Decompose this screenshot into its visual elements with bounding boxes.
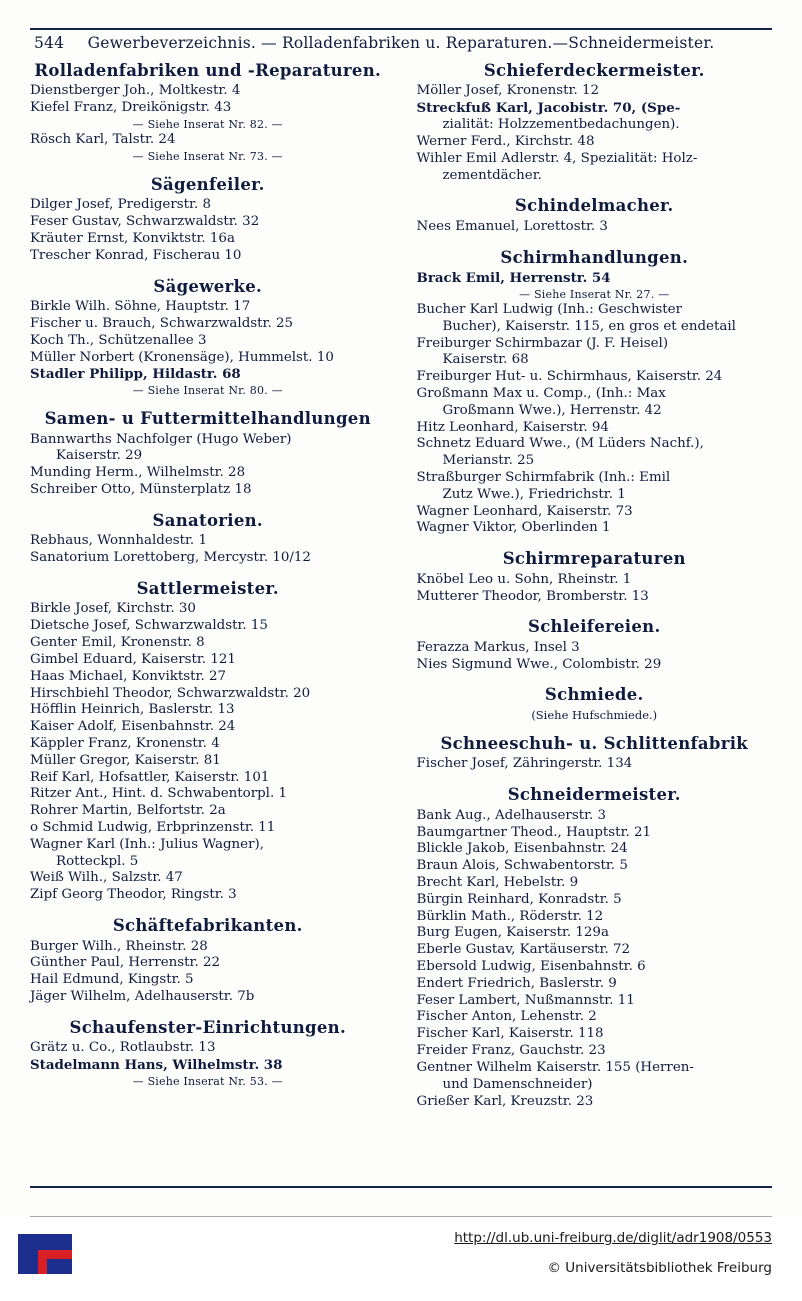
directory-entry: Burg Eugen, Kaiserstr. 129a xyxy=(416,925,609,941)
running-head xyxy=(30,34,772,52)
advert-reference: — Siehe Inserat Nr. 27. — xyxy=(519,287,670,301)
directory-entry: Wihler Emil Adlerstr. 4, Spezialität: Holz- xyxy=(416,150,698,166)
section-heading: Schirmhandlungen. xyxy=(500,247,689,267)
left-column xyxy=(30,62,392,1180)
entry-list xyxy=(417,572,773,606)
directory-entry: Rotteckpl. 5 xyxy=(56,853,139,869)
directory-entry: Zipf Georg Theodor, Ringstr. 3 xyxy=(30,887,237,903)
directory-entry: Haas Michael, Konviktstr. 27 xyxy=(30,668,227,684)
directory-entry: Wagner Viktor, Oberlinden 1 xyxy=(416,520,611,536)
section-heading: Samen- u Futtermittelhandlungen xyxy=(44,409,371,429)
directory-entry: Gentner Wilhelm Kaiserstr. 155 (Herren- xyxy=(416,1059,694,1075)
ub-freiburg-logo xyxy=(18,1234,72,1274)
entry-list xyxy=(30,601,386,904)
header-rule-top xyxy=(30,28,772,30)
directory-entry: Kaiser Adolf, Eisenbahnstr. 24 xyxy=(30,719,236,735)
logo-red-vertical xyxy=(38,1250,47,1274)
entry-list xyxy=(417,219,773,236)
directory-entry: Bürgin Reinhard, Konradstr. 5 xyxy=(416,891,622,907)
source-url[interactable]: http://dl.ub.uni-freiburg.de/diglit/adr1908/0553 xyxy=(454,1230,772,1246)
directory-entry: Bucher Karl Ludwig (Inh.: Geschwister xyxy=(416,301,682,317)
directory-entry: Birkle Wilh. Söhne, Hauptstr. 17 xyxy=(30,299,251,315)
directory-entry: Dilger Josef, Predigerstr. 8 xyxy=(30,197,211,213)
directory-entry: Bannwarths Nachfolger (Hugo Weber) xyxy=(30,431,292,447)
section-heading: Schneeschuh- u. Schlittenfabrik xyxy=(440,733,749,753)
copyright-notice: © Universitätsbibliothek Freiburg xyxy=(547,1260,772,1276)
directory-entry: Hail Edmund, Kingstr. 5 xyxy=(30,972,194,988)
directory-entry: Endert Friedrich, Baslerstr. 9 xyxy=(416,975,617,991)
entry-list xyxy=(417,640,773,674)
section-heading: Schindelmacher. xyxy=(514,196,674,216)
directory-entry: Kaiserstr. 29 xyxy=(56,448,143,464)
advert-reference: — Siehe Inserat Nr. 53. — xyxy=(132,1074,283,1088)
directory-entry: Schnetz Eduard Wwe., (M Lüders Nachf.), xyxy=(416,436,704,452)
directory-entry: Baumgartner Theod., Hauptstr. 21 xyxy=(416,824,652,840)
directory-entry: Birkle Josef, Kirchstr. 30 xyxy=(30,601,196,617)
directory-entry: Käppler Franz, Kronenstr. 4 xyxy=(30,735,220,751)
right-column xyxy=(408,62,773,1180)
directory-entry: Ritzer Ant., Hint. d. Schwabentorpl. 1 xyxy=(30,786,287,802)
directory-entry: Grätz u. Co., Rotlaubstr. 13 xyxy=(30,1040,216,1056)
directory-entry: Knöbel Leo u. Sohn, Rheinstr. 1 xyxy=(416,571,632,587)
directory-entry: Trescher Konrad, Fischerau 10 xyxy=(30,247,242,263)
directory-entry: Mutterer Theodor, Bromberstr. 13 xyxy=(416,588,649,604)
directory-entry: Hitz Leonhard, Kaiserstr. 94 xyxy=(416,419,609,435)
directory-entry: Munding Herm., Wilhelmstr. 28 xyxy=(30,465,246,481)
entry-list xyxy=(417,756,773,773)
directory-entry: Burger Wilh., Rheinstr. 28 xyxy=(30,938,208,954)
directory-entry: Genter Emil, Kronenstr. 8 xyxy=(30,635,205,651)
directory-entry: Bank Aug., Adelhauserstr. 3 xyxy=(416,807,607,823)
directory-entry: Bürklin Math., Röderstr. 12 xyxy=(416,908,604,924)
entry-list xyxy=(30,533,386,567)
entry-list xyxy=(30,197,386,264)
two-column-body xyxy=(30,62,772,1180)
section-heading: Schaufenster-Einrichtungen. xyxy=(69,1017,347,1037)
directory-entry: Nees Emanuel, Lorettostr. 3 xyxy=(416,218,608,234)
directory-entry: Müller Gregor, Kaiserstr. 81 xyxy=(30,752,221,768)
directory-entry: Brecht Karl, Hebelstr. 9 xyxy=(416,874,579,890)
section-heading: Schneidermeister. xyxy=(507,785,681,805)
section-heading: Schäftefabrikanten. xyxy=(112,916,303,936)
directory-entry: Blickle Jakob, Eisenbahnstr. 24 xyxy=(416,841,628,857)
directory-entry: Fischer Karl, Kaiserstr. 118 xyxy=(416,1026,604,1042)
directory-entry: Rebhaus, Wonnhaldestr. 1 xyxy=(30,533,207,549)
directory-entry: Merianstr. 25 xyxy=(442,453,535,469)
directory-entry: Brack Emil, Herrenstr. 54 xyxy=(416,270,611,287)
entry-list xyxy=(417,83,773,184)
directory-entry: Bucher), Kaiserstr. 115, en gros et endetail xyxy=(442,318,736,334)
advert-reference: — Siehe Inserat Nr. 80. — xyxy=(132,384,283,398)
directory-entry: Höfflin Heinrich, Baslerstr. 13 xyxy=(30,702,235,718)
entry-list xyxy=(30,299,386,397)
directory-entry: Großmann Max u. Comp., (Inh.: Max xyxy=(416,385,666,401)
section-heading: Sägewerke. xyxy=(153,276,263,296)
page-scan-area xyxy=(30,28,772,1188)
section-heading: Sattlermeister. xyxy=(136,578,279,598)
directory-entry: Weiß Wilh., Salzstr. 47 xyxy=(30,870,183,886)
directory-entry: zialität: Holzzementbedachungen). xyxy=(442,117,680,133)
directory-entry: Straßburger Schirmfabrik (Inh.: Emil xyxy=(416,470,671,486)
directory-entry: Eberle Gustav, Kartäuserstr. 72 xyxy=(416,942,630,958)
directory-entry: Wagner Karl (Inh.: Julius Wagner), xyxy=(30,836,264,852)
section-heading: Schirmreparaturen xyxy=(502,549,686,569)
directory-entry: Freiburger Hut- u. Schirmhaus, Kaiserstr. 24 xyxy=(416,369,723,385)
section-heading: Rolladenfabriken und -Reparaturen. xyxy=(34,61,382,80)
directory-entry: Werner Ferd., Kirchstr. 48 xyxy=(416,133,595,149)
directory-entry: Gimbel Eduard, Kaiserstr. 121 xyxy=(30,651,236,667)
directory-entry: Zutz Wwe.), Friedrichstr. 1 xyxy=(442,486,626,502)
advert-reference: — Siehe Inserat Nr. 73. — xyxy=(132,149,283,163)
directory-entry: o Schmid Ludwig, Erbprinzenstr. 11 xyxy=(30,820,276,835)
directory-entry: Dietsche Josef, Schwarzwaldstr. 15 xyxy=(30,618,268,634)
directory-entry: Rösch Karl, Talstr. 24 xyxy=(30,132,176,148)
directory-entry: Koch Th., Schützenallee 3 xyxy=(30,332,207,348)
directory-entry: Jäger Wilhelm, Adelhauserstr. 7b xyxy=(30,988,255,1004)
section-subnote: (Siehe Hufschmiede.) xyxy=(531,707,658,722)
directory-entry: Kaiserstr. 68 xyxy=(442,352,529,368)
section-heading: Schieferdeckermeister. xyxy=(483,61,705,80)
directory-entry: Stadelmann Hans, Wilhelmstr. 38 xyxy=(30,1057,283,1074)
directory-entry: Reif Karl, Hofsattler, Kaiserstr. 101 xyxy=(30,769,270,785)
advert-reference: — Siehe Inserat Nr. 82. — xyxy=(132,118,283,132)
directory-entry: Braun Alois, Schwabentorstr. 5 xyxy=(416,858,628,874)
entry-list xyxy=(417,808,773,1111)
directory-entry: Ferazza Markus, Insel 3 xyxy=(416,639,580,655)
section-heading: Sanatorien. xyxy=(152,510,263,530)
directory-entry: Müller Norbert (Kronensäge), Hummelst. 10 xyxy=(30,349,334,365)
entry-list xyxy=(30,1040,386,1088)
directory-entry: zementdächer. xyxy=(442,167,542,183)
directory-entry: Fischer u. Brauch, Schwarzwaldstr. 25 xyxy=(30,315,294,331)
viewer-footer xyxy=(0,1216,802,1301)
directory-entry: Kräuter Ernst, Konviktstr. 16a xyxy=(30,231,235,246)
directory-entry: Streckfuß Karl, Jacobistr. 70, (Spe- xyxy=(416,100,681,117)
directory-entry: Kiefel Franz, Dreikönigstr. 43 xyxy=(30,100,232,116)
directory-entry: Möller Josef, Kronenstr. 12 xyxy=(416,83,600,99)
section-heading: Schmiede. xyxy=(544,685,644,705)
directory-entry: Feser Lambert, Nußmannstr. 11 xyxy=(416,992,635,1008)
running-head-text: Gewerbeverzeichnis. — Rolladenfabriken u. Reparaturen.—Schneidermeister. xyxy=(87,34,715,52)
directory-entry: Nies Sigmund Wwe., Colombistr. 29 xyxy=(416,656,662,672)
directory-entry: Freiburger Schirmbazar (J. F. Heisel) xyxy=(416,335,669,351)
directory-entry: Sanatorium Lorettoberg, Mercystr. 10/12 xyxy=(30,550,311,566)
entry-list xyxy=(30,432,386,499)
directory-entry: Stadler Philipp, Hildastr. 68 xyxy=(30,366,241,383)
section-heading: Sägenfeiler. xyxy=(150,174,265,194)
directory-entry: Wagner Leonhard, Kaiserstr. 73 xyxy=(416,503,633,519)
directory-entry: Großmann Wwe.), Herrenstr. 42 xyxy=(442,402,662,418)
footer-divider xyxy=(30,1216,772,1217)
directory-entry: Hirschbiehl Theodor, Schwarzwaldstr. 20 xyxy=(30,685,311,701)
entry-list xyxy=(417,270,773,537)
directory-entry: Freider Franz, Gauchstr. 23 xyxy=(416,1043,606,1059)
page-number: 544 xyxy=(34,34,65,52)
directory-entry: Grießer Karl, Kreuzstr. 23 xyxy=(416,1093,594,1109)
directory-entry: Günther Paul, Herrenstr. 22 xyxy=(30,955,221,971)
directory-entry: Fischer Josef, Zähringerstr. 134 xyxy=(416,756,633,772)
entry-list xyxy=(30,939,386,1006)
directory-entry: und Damenschneider) xyxy=(442,1076,593,1092)
directory-entry: Feser Gustav, Schwarzwaldstr. 32 xyxy=(30,214,260,230)
directory-entry: Ebersold Ludwig, Eisenbahnstr. 6 xyxy=(416,959,646,974)
directory-entry: Dienstberger Joh., Moltkestr. 4 xyxy=(30,83,241,99)
section-heading: Schleifereien. xyxy=(528,617,661,637)
directory-entry: Schreiber Otto, Münsterplatz 18 xyxy=(30,482,252,498)
footer-rule-bottom xyxy=(30,1186,772,1188)
directory-entry: Fischer Anton, Lehenstr. 2 xyxy=(416,1009,597,1025)
entry-list xyxy=(30,83,386,162)
directory-entry: Rohrer Martin, Belfortstr. 2a xyxy=(30,803,226,819)
